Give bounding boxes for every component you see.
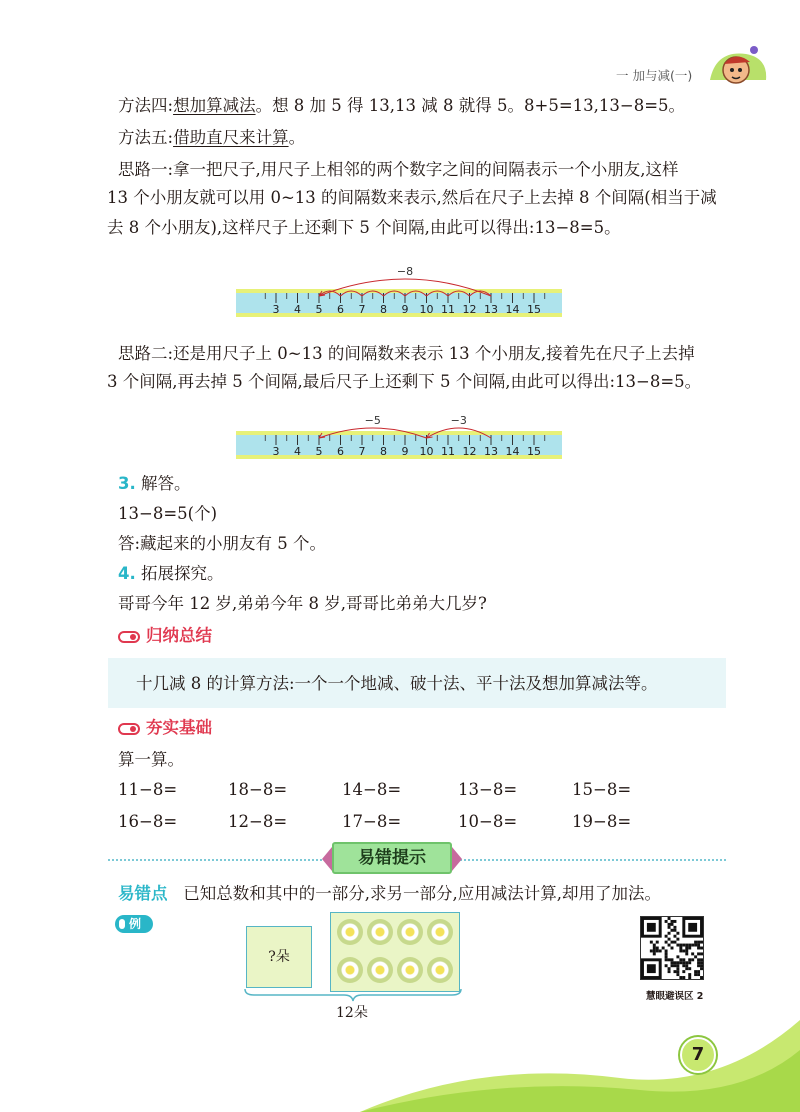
qr-module [653, 952, 656, 955]
qr-module [688, 961, 691, 964]
qr-module [676, 938, 679, 941]
flower-icon [427, 919, 453, 945]
running-header: 一 加与减(一) [616, 68, 693, 83]
ruler-tick-label: 13 [484, 445, 498, 458]
qr-module [685, 964, 688, 967]
qr-module [659, 949, 662, 952]
summary-box [108, 658, 726, 708]
qr-module [682, 961, 685, 964]
ruler-tick-label: 5 [315, 303, 323, 316]
exercise-item: 16−8= [118, 812, 178, 831]
qr-module [688, 973, 691, 976]
qr-module [685, 949, 688, 952]
qr-module [697, 970, 700, 973]
ruler-arc-label: −5 [364, 414, 381, 427]
qr-module [679, 958, 682, 961]
qr-module [668, 923, 671, 926]
qr-module [671, 941, 674, 944]
qr-module [665, 949, 668, 952]
ruler-tick-label: 10 [419, 303, 434, 316]
summary-text: 十几减 8 的计算方法:一个一个地减、破十法、平十法及想加算减法等。 [136, 674, 658, 693]
basics-heading [118, 716, 212, 740]
qr-module [665, 920, 668, 923]
qr-module [650, 941, 653, 944]
ruler-tick-label: 3 [272, 445, 280, 458]
q4-title: 拓展探究。 [141, 564, 224, 583]
method5-title: 借助直尺来计算 [173, 128, 289, 147]
qr-module [688, 958, 691, 961]
qr-module [688, 944, 691, 947]
qr-module [676, 944, 679, 947]
qr-module [668, 932, 671, 935]
qr-module [700, 947, 703, 950]
flower-icon [397, 957, 423, 983]
qr-module [688, 967, 691, 970]
qr-module [694, 973, 697, 976]
page-number: 7 [680, 1037, 716, 1073]
qr-module [685, 952, 688, 955]
idea2-line1: 思路二:还是用尺子上 0~13 的间隔数来表示 13 个小朋友,接着先在尺子上去掉 [118, 344, 695, 363]
qr-module [694, 944, 697, 947]
qr-module [682, 949, 685, 952]
qr-module [671, 920, 674, 923]
qr-module [691, 952, 694, 955]
q4-heading [118, 562, 224, 586]
ruler-tick-label: 11 [441, 445, 455, 458]
method5-end: 。 [288, 128, 306, 147]
flower-icon [367, 957, 393, 983]
exercise-item: 15−8= [572, 780, 632, 799]
qr-module [653, 947, 656, 950]
exercise-item: 11−8= [118, 780, 178, 799]
qr-module [697, 944, 700, 947]
qr-module [697, 947, 700, 950]
exercise-item: 19−8= [572, 812, 632, 831]
qr-module [673, 941, 676, 944]
qr-module [679, 944, 682, 947]
example-badge: 例 [115, 915, 153, 933]
method4-text: 。想 8 加 5 得 13,13 减 8 就得 5。8+5=13,13−8=5。 [255, 96, 686, 115]
ruler-2-svg [236, 398, 562, 462]
qr-module [685, 947, 688, 950]
qr-module [700, 967, 703, 970]
qr-module [700, 952, 703, 955]
exercise-item: 10−8= [458, 812, 518, 831]
ruler-tick-label: 7 [358, 445, 366, 458]
qr-code-icon[interactable] [640, 916, 704, 980]
idea1-line1: 思路一:拿一把尺子,用尺子上相邻的两个数字之间的间隔表示一个小朋友,这样 [118, 160, 679, 179]
method4-label: 方法四: [118, 96, 174, 115]
exercise-item: 17−8= [342, 812, 402, 831]
summary-heading-text: 归纳总结 [146, 626, 212, 645]
ruler-tick-label: 14 [505, 303, 520, 316]
qr-module [665, 955, 668, 958]
ruler-1-svg [236, 256, 562, 320]
qr-finder [647, 923, 656, 932]
q3-number: 3. [118, 474, 136, 493]
qr-module [682, 944, 685, 947]
exercise-item: 14−8= [342, 780, 402, 799]
qr-finder [688, 923, 697, 932]
pitfall-banner: 易错提示 [332, 842, 452, 874]
qr-module [688, 976, 691, 979]
qr-module [656, 941, 659, 944]
ruler-tick-label: 8 [380, 445, 387, 458]
total-brace-icon [244, 988, 462, 1002]
q3-equation: 13−8=5(个) [118, 504, 218, 523]
qr-module [697, 941, 700, 944]
ruler-arc-label: −8 [396, 265, 414, 278]
ruler-tick-label: 9 [401, 445, 409, 458]
qr-module [673, 929, 676, 932]
qr-module [679, 949, 682, 952]
idea1-line2: 13 个小朋友就可以用 0~13 的间隔数来表示,然后在尺子上去掉 8 个间隔(相当于减 [107, 188, 717, 207]
pitfall-line [118, 882, 661, 906]
flower-icon [337, 957, 363, 983]
qr-module [688, 947, 691, 950]
qr-module [668, 970, 671, 973]
basics-instruction: 算一算。 [118, 750, 184, 769]
qr-module [700, 964, 703, 967]
q3-title: 解答。 [141, 474, 191, 493]
qr-module [665, 935, 668, 938]
qr-module [694, 955, 697, 958]
qr-module [679, 961, 682, 964]
method5-line [118, 126, 305, 150]
ruler-tick-label: 4 [294, 303, 301, 316]
ruler-tick-label: 6 [337, 303, 344, 316]
qr-module [656, 947, 659, 950]
qr-module [676, 967, 679, 970]
cartoon-mascot-icon [706, 40, 770, 92]
qr-module [697, 973, 700, 976]
flower-icon [427, 957, 453, 983]
qr-module [694, 970, 697, 973]
method4-title: 想加算减法 [173, 96, 256, 115]
ruler-tick-label: 11 [441, 303, 455, 316]
exercise-item: 13−8= [458, 780, 518, 799]
qr-module [668, 967, 671, 970]
decorative-wave [360, 1020, 800, 1112]
qr-module [671, 964, 674, 967]
qr-module [653, 944, 656, 947]
qr-module [676, 955, 679, 958]
ruler-tick-label: 14 [505, 445, 520, 458]
qr-module [697, 958, 700, 961]
ruler-tick-label: 5 [315, 445, 323, 458]
flowers-group [330, 912, 460, 992]
ruler-arc-arrowhead [319, 433, 325, 438]
qr-module [676, 970, 679, 973]
q4-number: 4. [118, 564, 136, 583]
flower-icon [367, 919, 393, 945]
q3-heading [118, 472, 191, 496]
qr-module [673, 935, 676, 938]
ruler-tick-label: 15 [527, 445, 541, 458]
qr-module [671, 947, 674, 950]
qr-module [673, 920, 676, 923]
qr-module [671, 958, 674, 961]
q4-text: 哥哥今年 12 岁,弟弟今年 8 岁,哥哥比弟弟大几岁? [118, 594, 487, 613]
eye-marker-icon [118, 631, 140, 643]
ruler-tick-label: 13 [484, 303, 498, 316]
qr-module [668, 926, 671, 929]
qr-module [682, 964, 685, 967]
qr-module [665, 958, 668, 961]
qr-module [676, 964, 679, 967]
qr-module [650, 949, 653, 952]
qr-module [665, 941, 668, 944]
qr-module [656, 949, 659, 952]
qr-module [685, 944, 688, 947]
ruler-diagram-1 [236, 256, 562, 320]
idea1-line3: 去 8 个小朋友),这样尺子上还剩下 5 个间隔,由此可以得出:13−8=5。 [107, 218, 621, 237]
ruler-tick-label: 9 [401, 303, 409, 316]
qr-module [691, 958, 694, 961]
qr-module [682, 958, 685, 961]
qr-module [673, 926, 676, 929]
exercise-item: 18−8= [228, 780, 288, 799]
qr-module [691, 944, 694, 947]
qr-module [665, 952, 668, 955]
qr-module [671, 961, 674, 964]
qr-module [673, 964, 676, 967]
qr-module [685, 961, 688, 964]
pitfall-text: 已知总数和其中的一部分,求另一部分,应用减法计算,却用了加法。 [183, 884, 661, 903]
qr-module [679, 947, 682, 950]
qr-module [671, 923, 674, 926]
qr-module [665, 964, 668, 967]
ruler-tick-label: 3 [272, 303, 280, 316]
qr-module [682, 976, 685, 979]
summary-heading [118, 624, 212, 648]
ruler-tick-label: 8 [380, 303, 387, 316]
ruler-diagram-2 [236, 398, 562, 462]
method4-line [118, 94, 685, 118]
ruler-tick-label: 15 [527, 303, 541, 316]
idea2-line2: 3 个间隔,再去掉 5 个间隔,最后尺子上还剩下 5 个间隔,由此可以得出:13−8=5。 [107, 372, 702, 391]
qr-module [685, 967, 688, 970]
qr-module [697, 964, 700, 967]
qr-module [700, 958, 703, 961]
eye-marker-icon [118, 723, 140, 735]
qr-module [697, 961, 700, 964]
method5-label: 方法五: [118, 128, 174, 147]
qr-module [668, 938, 671, 941]
qr-module [676, 932, 679, 935]
total-label: 12朵 [336, 1005, 368, 1021]
qr-module [676, 973, 679, 976]
qr-module [668, 917, 671, 920]
qr-module [671, 929, 674, 932]
qr-module [682, 970, 685, 973]
qr-module [700, 941, 703, 944]
qr-module [668, 944, 671, 947]
qr-module [668, 958, 671, 961]
ruler-tick-label: 4 [294, 445, 301, 458]
ruler-arc-label: −3 [450, 414, 467, 427]
exercise-item: 12−8= [228, 812, 288, 831]
qr-module [662, 947, 665, 950]
qr-module [653, 949, 656, 952]
flower-icon [397, 919, 423, 945]
qr-module [679, 976, 682, 979]
flower-icon [337, 919, 363, 945]
qr-module [697, 952, 700, 955]
ruler-tick-label: 7 [358, 303, 366, 316]
qr-module [673, 961, 676, 964]
ruler-tick-label: 6 [337, 445, 344, 458]
qr-module [673, 970, 676, 973]
q3-answer: 答:藏起来的小朋友有 5 个。 [118, 534, 327, 553]
qr-caption: 慧眼避误区 2 [646, 991, 704, 1002]
qr-module [700, 976, 703, 979]
pitfall-label: 易错点 [118, 884, 168, 903]
unknown-flowers-box: ?朵 [246, 926, 312, 988]
qr-module [676, 961, 679, 964]
qr-module [700, 961, 703, 964]
ruler-tick-label: 12 [462, 445, 477, 458]
ruler-tick-label: 10 [419, 445, 434, 458]
qr-finder [647, 964, 656, 973]
basics-heading-text: 夯实基础 [146, 718, 212, 737]
qr-module [694, 941, 697, 944]
ruler-tick-label: 12 [462, 303, 477, 316]
